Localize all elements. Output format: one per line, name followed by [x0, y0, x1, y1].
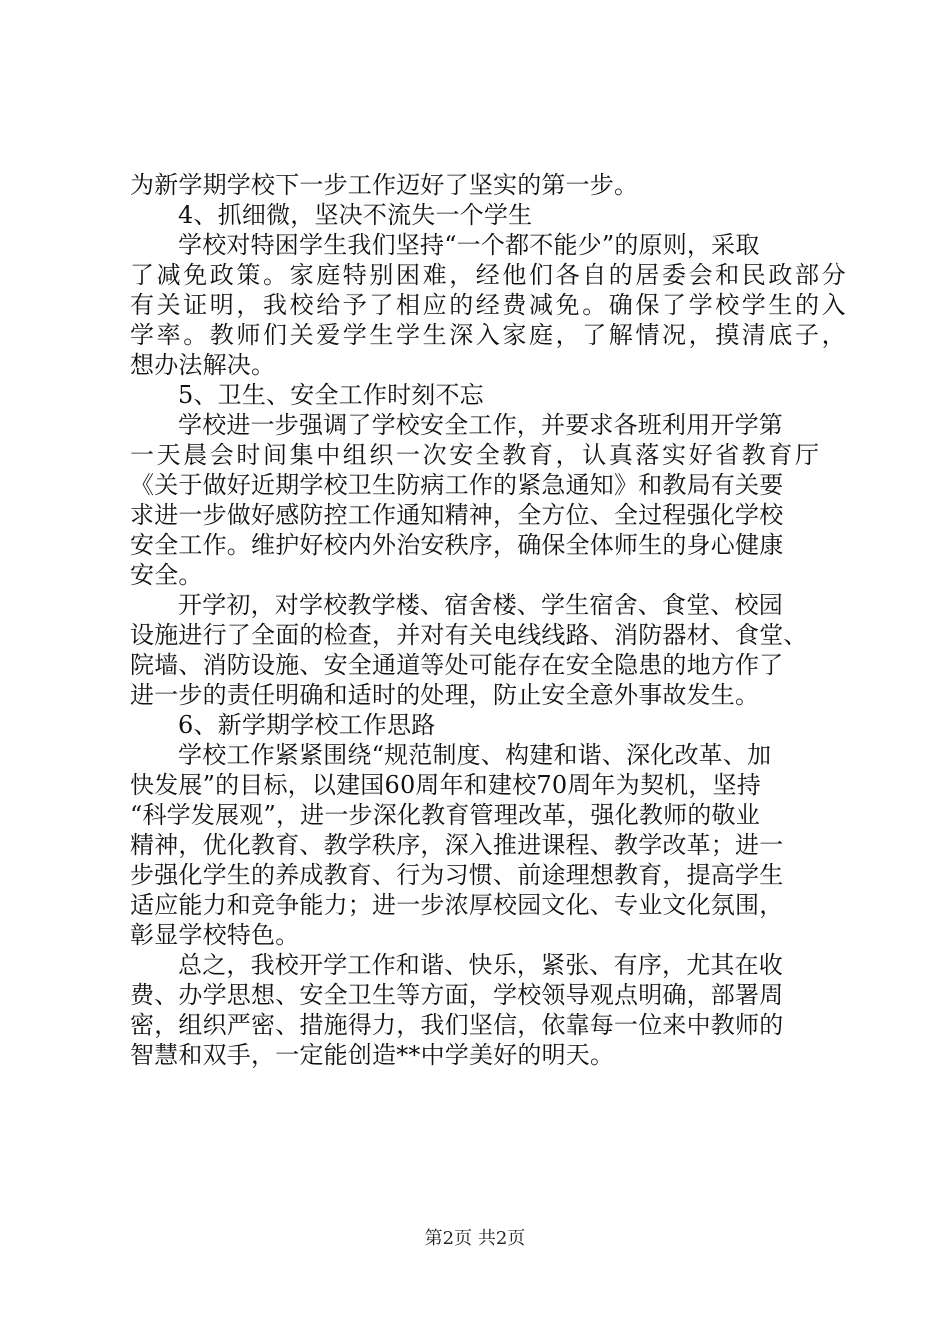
text-line: “科学发展观”，进一步深化教育管理改革，强化教师的敬业: [130, 801, 760, 829]
text-line: 安全工作。维护好校内外治安秩序，确保全体师生的身心健康: [130, 531, 784, 559]
text-line: 院墙、消防设施、安全通道等处可能存在安全隐患的地方作了: [130, 651, 784, 679]
section-heading-5: 5、卫生、安全工作时刻不忘: [178, 381, 484, 409]
document-body: [130, 170, 849, 1070]
text-line: 想办法解决。: [130, 351, 276, 379]
text-line: 总之，我校开学工作和谐、快乐，紧张、有序，尤其在收: [178, 951, 783, 979]
text-line: 学率。教师们关爱学生学生深入家庭，了解情况，摸清底子，: [130, 321, 849, 349]
text-line: 学校对特困学生我们坚持“一个都不能少”的原则，采取: [178, 231, 760, 259]
text-line: 进一步的责任明确和适时的处理，防止安全意外事故发生。: [130, 681, 760, 709]
text-line: 有关证明，我校给予了相应的经费减免。确保了学校学生的入: [130, 291, 849, 319]
text-line: 开学初，对学校教学楼、宿舍楼、学生宿舍、食堂、校园: [178, 591, 783, 619]
text-line: 密，组织严密、措施得力，我们坚信，依靠每一位来中教师的: [130, 1011, 784, 1039]
text-line: 彰显学校特色。: [130, 921, 300, 949]
text-line: 学校进一步强调了学校安全工作，并要求各班利用开学第: [178, 411, 783, 439]
section-heading-6: 6、新学期学校工作思路: [178, 711, 436, 739]
text-line: 求进一步做好感防控工作通知精神，全方位、全过程强化学校: [130, 501, 784, 529]
text-line: 设施进行了全面的检查，并对有关电线线路、消防器材、食堂、: [130, 621, 808, 649]
text-line: 精神，优化教育、教学秩序，深入推进课程、教学改革；进一: [130, 831, 784, 859]
text-line: 学校工作紧紧围绕“规范制度、构建和谐、深化改革、加: [178, 741, 772, 769]
section-heading-4: 4、抓细微，坚决不流失一个学生: [178, 201, 533, 229]
text-line: 一天晨会时间集中组织一次安全教育，认真落实好省教育厅: [130, 441, 822, 469]
page-number-footer: 第2页 共2页: [424, 1228, 526, 1249]
text-line: 步强化学生的养成教育、行为习惯、前途理想教育，提高学生: [130, 861, 784, 889]
text-line: 快发展”的目标，以建国60周年和建校70周年为契机，坚持: [130, 771, 761, 799]
text-line: 费、办学思想、安全卫生等方面，学校领导观点明确，部署周: [130, 981, 784, 1009]
text-line: 《关于做好近期学校卫生防病工作的紧急通知》和教局有关要: [130, 471, 784, 499]
text-line: 安全。: [130, 561, 203, 589]
text-line: 了减免政策。家庭特别困难，经他们各自的居委会和民政部分: [130, 261, 849, 289]
text-line: 智慧和双手，一定能创造**中学美好的明天。: [130, 1041, 615, 1069]
text-line: 适应能力和竞争能力；进一步浓厚校园文化、专业文化氛围，: [130, 891, 784, 919]
text-line: 为新学期学校下一步工作迈好了坚实的第一步。: [130, 171, 639, 199]
